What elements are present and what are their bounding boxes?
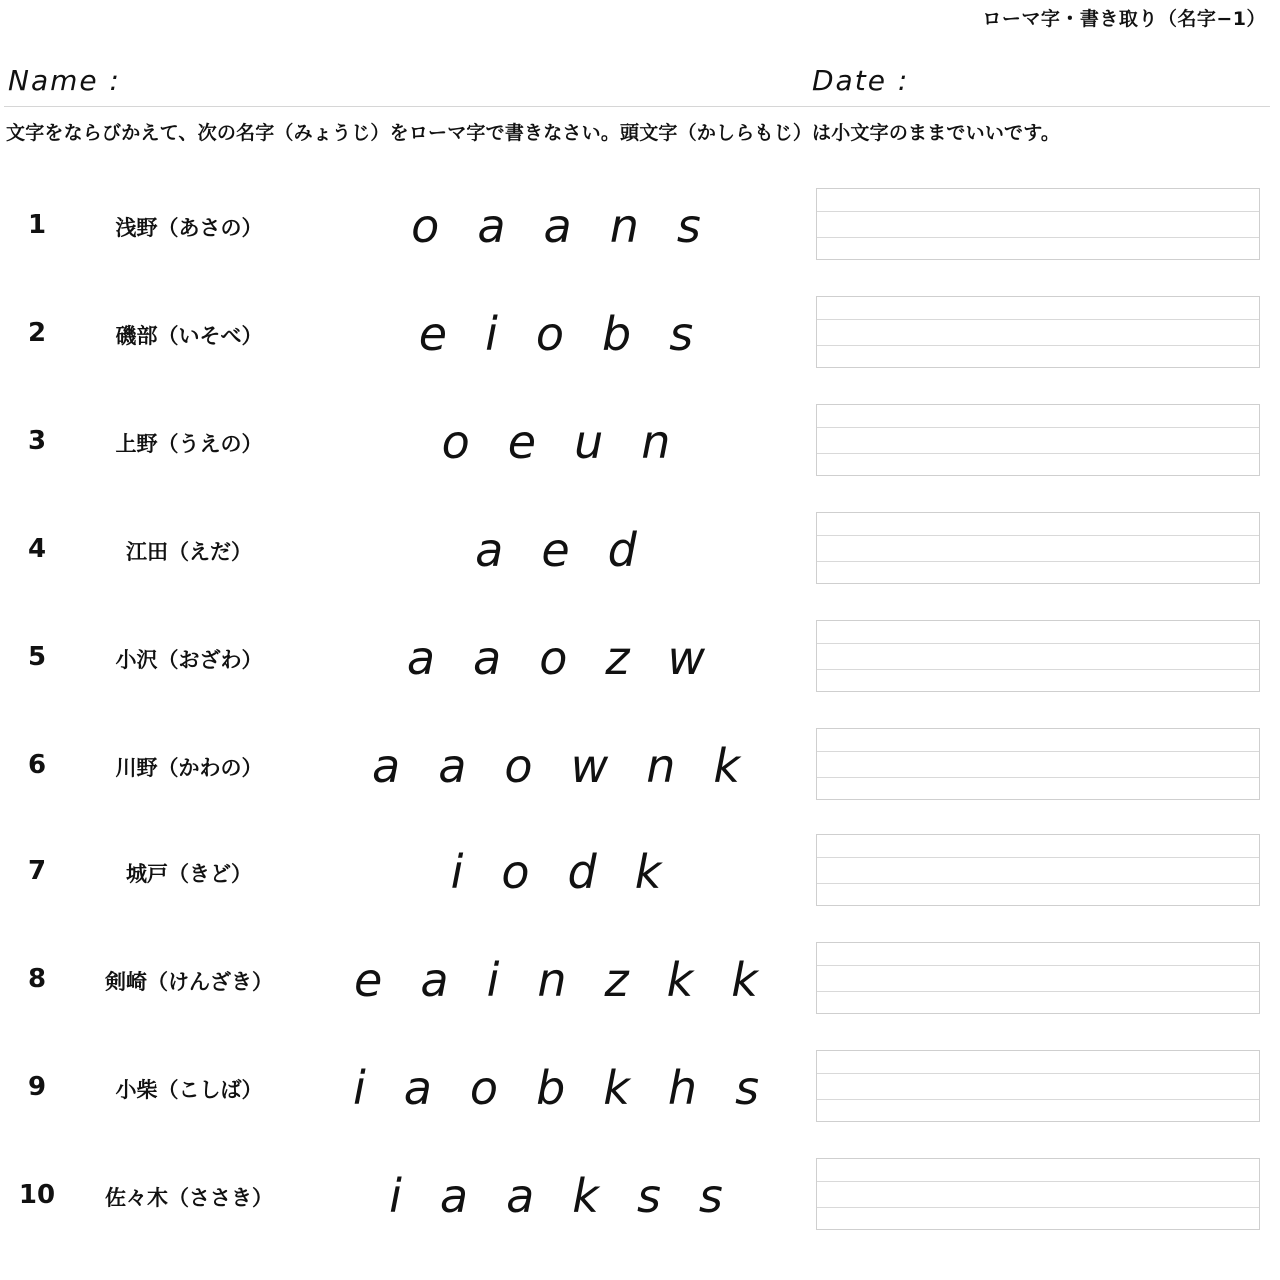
surname-label: 剣崎（けんざき） xyxy=(105,970,273,994)
letter: o xyxy=(539,631,568,685)
exercise-row xyxy=(0,834,1280,934)
exercise-row xyxy=(0,296,1280,396)
guide-line xyxy=(817,345,1259,346)
letter: s xyxy=(669,307,694,361)
letter: k xyxy=(713,739,740,793)
scrambled-letters xyxy=(318,412,794,472)
answer-writing-box[interactable] xyxy=(816,296,1260,368)
row-number: 7 xyxy=(27,856,47,886)
letter: a xyxy=(420,953,449,1007)
letter: o xyxy=(469,1061,499,1115)
answer-writing-box[interactable] xyxy=(816,942,1260,1014)
letter: w xyxy=(570,739,609,793)
date-label: Date : xyxy=(812,64,910,97)
guide-line xyxy=(817,857,1259,858)
letter: s xyxy=(676,199,701,253)
letter: n xyxy=(537,953,567,1007)
letter: k xyxy=(572,1169,599,1223)
guide-line xyxy=(817,535,1259,536)
guide-line xyxy=(817,453,1259,454)
surname-label: 小沢（おざわ） xyxy=(115,648,263,672)
answer-writing-box[interactable] xyxy=(816,1158,1260,1230)
exercise-row xyxy=(0,188,1280,288)
row-number: 1 xyxy=(27,210,47,240)
letter: e xyxy=(507,415,537,469)
answer-writing-box[interactable] xyxy=(816,620,1260,692)
letter: k xyxy=(731,953,758,1007)
guide-line xyxy=(817,991,1259,992)
exercise-row xyxy=(0,728,1280,828)
row-number: 10 xyxy=(18,1180,56,1210)
name-label: Name : xyxy=(8,64,121,97)
guide-line xyxy=(817,1073,1259,1074)
letter: e xyxy=(354,953,383,1007)
letter: a xyxy=(475,523,504,577)
letter: h xyxy=(667,1061,698,1115)
letter: n xyxy=(646,739,676,793)
surname-label: 上野（うえの） xyxy=(115,432,263,456)
answer-writing-box[interactable] xyxy=(816,834,1260,906)
row-number: 4 xyxy=(27,534,47,564)
surname-label: 城戸（きど） xyxy=(126,862,252,886)
scrambled-letters xyxy=(318,1166,794,1226)
letter: i xyxy=(486,953,500,1007)
letter: o xyxy=(501,845,530,899)
guide-line xyxy=(817,965,1259,966)
letter: a xyxy=(438,739,467,793)
exercise-row xyxy=(0,620,1280,720)
letter: a xyxy=(372,739,401,793)
letter: b xyxy=(602,307,632,361)
letter: o xyxy=(535,307,565,361)
guide-line xyxy=(817,669,1259,670)
row-number: 9 xyxy=(27,1072,47,1102)
letter: a xyxy=(506,1169,535,1223)
scrambled-letters xyxy=(318,842,794,902)
scrambled-letters xyxy=(318,196,794,256)
row-number: 3 xyxy=(27,426,47,456)
guide-line xyxy=(817,427,1259,428)
letter: i xyxy=(485,307,498,361)
letter: u xyxy=(574,415,604,469)
scrambled-letters xyxy=(318,304,794,364)
guide-line xyxy=(817,561,1259,562)
exercise-row xyxy=(0,942,1280,1042)
surname-label: 佐々木（ささき） xyxy=(105,1186,273,1210)
row-number: 6 xyxy=(27,750,47,780)
exercise-row xyxy=(0,404,1280,504)
guide-line xyxy=(817,319,1259,320)
row-number: 8 xyxy=(27,964,47,994)
surname-label: 川野（かわの） xyxy=(115,756,263,780)
answer-writing-box[interactable] xyxy=(816,1050,1260,1122)
letter: e xyxy=(541,523,570,577)
exercise-row xyxy=(0,1158,1280,1258)
letter: i xyxy=(389,1169,402,1223)
worksheet-title: ローマ字・書き取り（名字−1） xyxy=(982,8,1266,30)
letter: e xyxy=(418,307,448,361)
letter: b xyxy=(536,1061,566,1115)
surname-label: 磯部（いそべ） xyxy=(115,324,263,348)
letter: o xyxy=(411,199,440,253)
letter: d xyxy=(567,845,597,899)
letter: o xyxy=(504,739,533,793)
letter: a xyxy=(543,199,572,253)
row-number: 2 xyxy=(27,318,47,348)
letter: a xyxy=(473,631,502,685)
letter: s xyxy=(698,1169,723,1223)
guide-line xyxy=(817,237,1259,238)
letter: o xyxy=(441,415,470,469)
letter: k xyxy=(634,845,662,899)
scrambled-letters xyxy=(318,736,794,796)
guide-line xyxy=(817,751,1259,752)
answer-writing-box[interactable] xyxy=(816,728,1260,800)
exercise-row xyxy=(0,1050,1280,1150)
guide-line xyxy=(817,777,1259,778)
letter: i xyxy=(450,845,464,899)
guide-line xyxy=(817,1099,1259,1100)
letter: n xyxy=(609,199,639,253)
answer-writing-box[interactable] xyxy=(816,512,1260,584)
surname-label: 小柴（こしば） xyxy=(115,1078,263,1102)
surname-label: 江田（えだ） xyxy=(126,540,252,564)
letter: a xyxy=(477,199,506,253)
letter: s xyxy=(735,1061,760,1115)
guide-line xyxy=(817,1181,1259,1182)
letter: a xyxy=(403,1061,432,1115)
guide-line xyxy=(817,211,1259,212)
letter: a xyxy=(406,631,436,685)
letter: k xyxy=(666,953,694,1007)
surname-label: 浅野（あさの） xyxy=(115,216,263,240)
scrambled-letters xyxy=(318,520,794,580)
letter: n xyxy=(641,415,671,469)
letter: d xyxy=(607,523,637,577)
guide-line xyxy=(817,883,1259,884)
letter: i xyxy=(352,1061,366,1115)
scrambled-letters xyxy=(318,628,794,688)
answer-writing-box[interactable] xyxy=(816,188,1260,260)
instructions-text: 文字をならびかえて、次の名字（みょうじ）をローマ字で書きなさい。頭文字（かしらもじ）は小文字のままでいいです。 xyxy=(6,122,1061,144)
letter: k xyxy=(603,1061,630,1115)
letter: z xyxy=(604,953,629,1007)
scrambled-letters xyxy=(318,1058,794,1118)
letter: s xyxy=(636,1169,661,1223)
letter: a xyxy=(439,1169,469,1223)
guide-line xyxy=(817,1207,1259,1208)
guide-line xyxy=(817,643,1259,644)
letter: w xyxy=(667,631,706,685)
exercise-row xyxy=(0,512,1280,612)
scrambled-letters xyxy=(318,950,794,1010)
answer-writing-box[interactable] xyxy=(816,404,1260,476)
header-divider xyxy=(4,106,1270,107)
letter: z xyxy=(605,631,630,685)
row-number: 5 xyxy=(27,642,47,672)
